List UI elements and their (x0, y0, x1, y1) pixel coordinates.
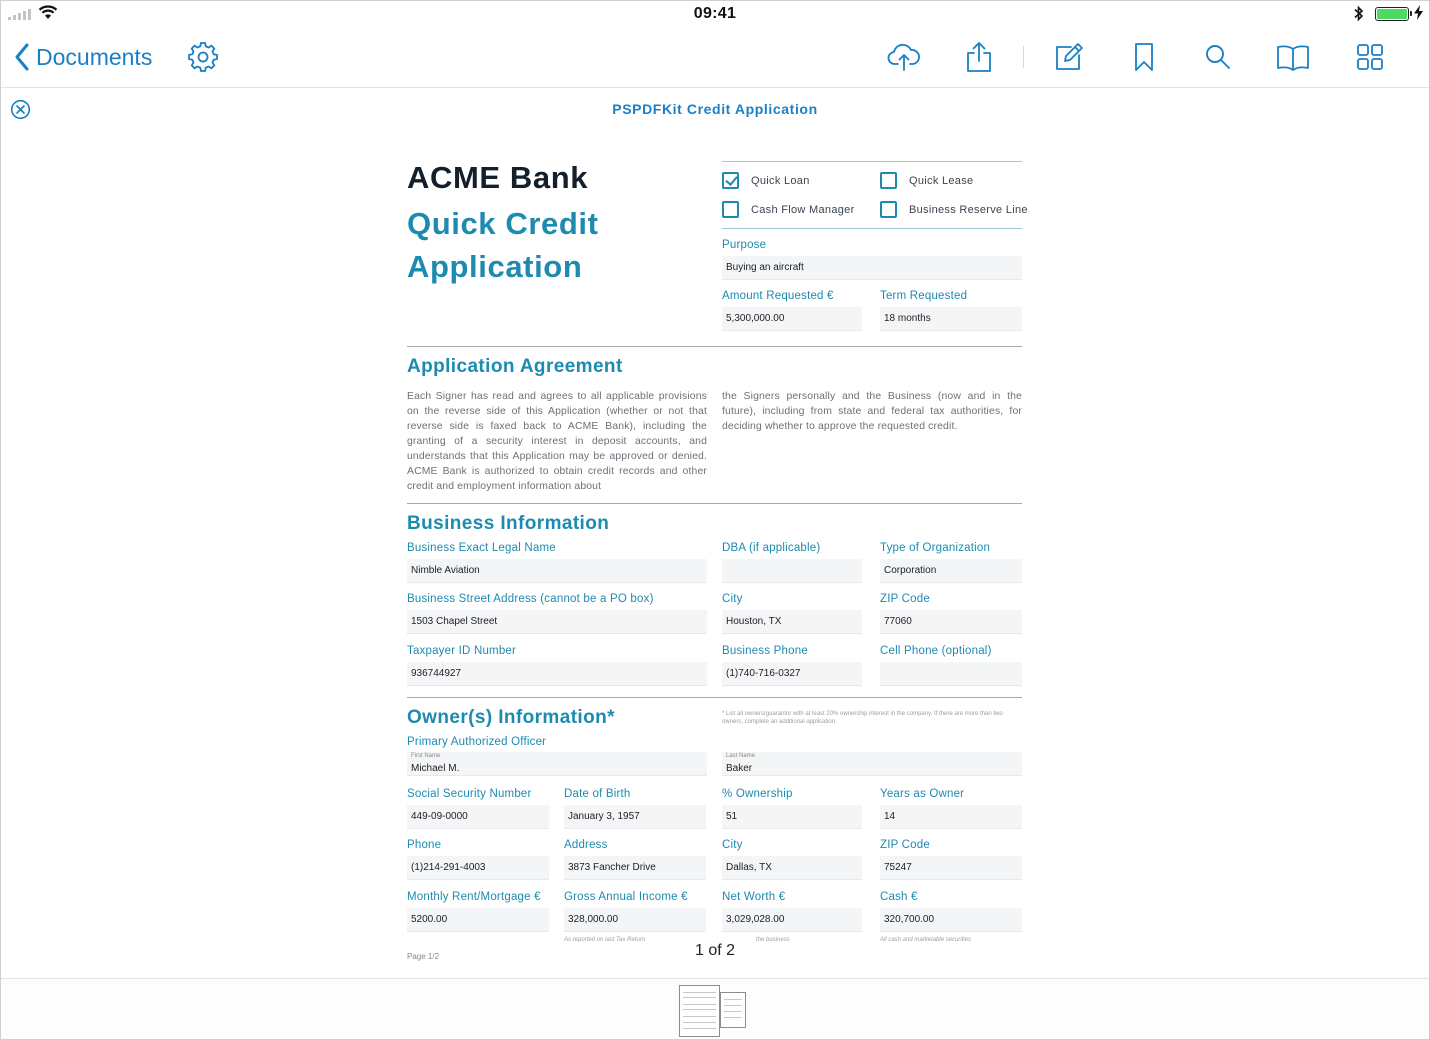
cash-field[interactable]: 320,700.00 (880, 908, 1022, 932)
form-title: Quick Credit Application (407, 206, 599, 284)
taxpayer-id-label: Taxpayer ID Number (407, 645, 517, 657)
owner-zip-field[interactable]: 75247 (880, 856, 1022, 880)
org-type-field[interactable]: Corporation (880, 559, 1022, 583)
net-worth-label: Net Worth € (722, 891, 786, 903)
settings-icon (188, 42, 218, 72)
page-thumbnail-2[interactable] (720, 992, 746, 1028)
owner-address-label: Address (564, 839, 608, 851)
bluetooth-icon (1353, 5, 1365, 22)
checkbox-label: Business Reserve Line (909, 203, 1028, 216)
owner-phone-field[interactable]: (1)214-291-4003 (407, 856, 549, 880)
back-button-label: Documents (36, 43, 153, 70)
first-name-value: Michael M. (411, 763, 460, 774)
business-city-field[interactable]: Houston, TX (722, 610, 862, 634)
taxpayer-id-field[interactable]: 936744927 (407, 662, 707, 686)
navigation-bar (0, 28, 1430, 88)
owner-heading: Owner(s) Information* (407, 707, 615, 728)
cell-phone-label: Cell Phone (optional) (880, 645, 992, 657)
amount-label: Amount Requested € (722, 290, 834, 302)
thumbnail-grid-icon (1356, 43, 1384, 71)
owner-zip-label: ZIP Code (880, 839, 930, 851)
ownership-field[interactable]: 51 (722, 805, 862, 829)
first-name-field[interactable] (407, 752, 707, 776)
owner-city-label: City (722, 839, 743, 851)
status-bar (0, 0, 1430, 28)
street-label: Business Street Address (cannot be a PO box) (407, 593, 654, 605)
org-type-label: Type of Organization (880, 542, 991, 554)
share-icon (964, 41, 994, 73)
street-field[interactable]: 1503 Chapel Street (407, 610, 707, 634)
cloud-upload-icon (887, 42, 921, 72)
agreement-text-col2: the Signers personally and the Business (now and in the future), including from state and federal tax authorities, for deciding whether to approve the requested credit. (722, 391, 1022, 432)
outline-button[interactable] (1273, 38, 1313, 76)
bookmark-button[interactable] (1124, 38, 1164, 76)
share-button[interactable] (959, 38, 999, 76)
checkbox-label: Cash Flow Manager (751, 203, 855, 216)
bookmark-icon (1132, 42, 1156, 72)
toolbar-divider (1023, 46, 1024, 68)
outline-icon (1276, 42, 1310, 72)
owner-phone-label: Phone (407, 839, 442, 851)
document-title-bar (0, 88, 1430, 130)
last-name-label: Last Name (726, 753, 756, 759)
amount-field[interactable]: 5,300,000.00 (722, 307, 862, 331)
business-phone-label: Business Phone (722, 645, 808, 657)
business-zip-label: ZIP Code (880, 593, 930, 605)
divider (407, 697, 1022, 698)
ownership-label: % Ownership (722, 788, 793, 800)
income-field[interactable]: 328,000.00 (564, 908, 706, 932)
document-title: PSPDFKit Credit Application (612, 101, 818, 117)
business-reserve-line-checkbox[interactable] (880, 201, 897, 218)
page-counter: 1 of 2 (694, 942, 736, 959)
upload-button[interactable] (884, 38, 924, 76)
search-icon (1204, 43, 1232, 71)
last-name-field[interactable] (722, 752, 1022, 776)
ssn-field[interactable]: 449-09-0000 (407, 805, 549, 829)
owner-city-field[interactable]: Dallas, TX (722, 856, 862, 880)
rent-field[interactable]: 5200.00 (407, 908, 549, 932)
divider (407, 503, 1022, 504)
chevron-left-icon (14, 43, 30, 71)
product-option (880, 172, 973, 189)
quick-lease-checkbox[interactable] (880, 172, 897, 189)
term-label: Term Requested (880, 290, 968, 302)
charging-icon (1414, 5, 1423, 20)
primary-officer-label: Primary Authorized Officer (407, 736, 547, 748)
pdf-page[interactable] (392, 132, 1037, 967)
income-hint: As reported on last Tax Return (564, 937, 646, 943)
cash-hint: All cash and marketable securities (880, 937, 972, 943)
back-button[interactable] (14, 40, 152, 74)
dba-label: DBA (if applicable) (722, 542, 821, 554)
term-field[interactable]: 18 months (880, 307, 1022, 331)
agreement-text-col1: Each Signer has read and agrees to all applicable provisions on the reverse side of this Application (whether or not that reverse side is faxed back to ACME Bank), including the granting of a security interest in deposit accounts, and understands that this Application may be approved or denied. ACME Bank is authorized to obtain credit records and other credit and employment information about (407, 391, 707, 492)
thumbnails-button[interactable] (1350, 38, 1390, 76)
net-worth-field[interactable]: 3,029,028.00 (722, 908, 862, 932)
dob-label: Date of Birth (564, 788, 631, 800)
search-button[interactable] (1198, 38, 1238, 76)
income-label: Gross Annual Income € (564, 891, 688, 903)
thumbnail-scrubber[interactable] (0, 978, 1430, 1040)
business-zip-field[interactable]: 77060 (880, 610, 1022, 634)
dob-field[interactable]: January 3, 1957 (564, 805, 706, 829)
business-heading: Business Information (407, 513, 610, 534)
checkbox-label: Quick Loan (751, 174, 810, 187)
cash-flow-manager-checkbox[interactable] (722, 201, 739, 218)
status-time: 09:41 (693, 5, 737, 22)
checkbox-label: Quick Lease (909, 174, 974, 187)
settings-button[interactable] (183, 38, 223, 76)
product-option (722, 172, 810, 189)
product-option (722, 201, 855, 218)
annotate-button[interactable] (1049, 38, 1089, 76)
page-footer: Page 1/2 (407, 952, 440, 961)
last-name-value: Baker (726, 763, 753, 774)
divider (407, 346, 1022, 347)
years-owner-label: Years as Owner (880, 788, 965, 800)
page-thumbnail-1[interactable] (679, 985, 720, 1037)
rent-label: Monthly Rent/Mortgage € (407, 891, 541, 903)
cash-label: Cash € (880, 891, 918, 903)
first-name-label: First Name (411, 753, 441, 759)
ssn-label: Social Security Number (407, 788, 532, 800)
product-option (880, 201, 1028, 218)
years-owner-field[interactable]: 14 (880, 805, 1022, 829)
owner-footnote: * List all owners/guarantor with at least 20% ownership interest in the company. If there are more than two owners, complete an additional application. (722, 711, 1003, 725)
legal-name-field[interactable]: Nimble Aviation (407, 559, 707, 583)
cell-phone-field[interactable] (880, 662, 1022, 686)
bank-heading: ACME Bank (407, 160, 589, 195)
owner-address-field[interactable]: 3873 Fancher Drive (564, 856, 706, 880)
divider (722, 161, 1022, 162)
business-city-label: City (722, 593, 743, 605)
annotate-icon (1053, 41, 1085, 73)
agreement-heading: Application Agreement (407, 356, 623, 377)
purpose-field[interactable]: Buying an aircraft (722, 256, 1022, 280)
business-phone-field[interactable]: (1)740-716-0327 (722, 662, 862, 686)
dba-field[interactable] (722, 559, 862, 583)
quick-loan-checkbox[interactable] (722, 172, 739, 189)
battery-icon (1375, 7, 1409, 21)
divider (722, 228, 1022, 229)
net-worth-hint: the business (756, 937, 790, 943)
legal-name-label: Business Exact Legal Name (407, 542, 556, 554)
purpose-label: Purpose (722, 239, 767, 251)
